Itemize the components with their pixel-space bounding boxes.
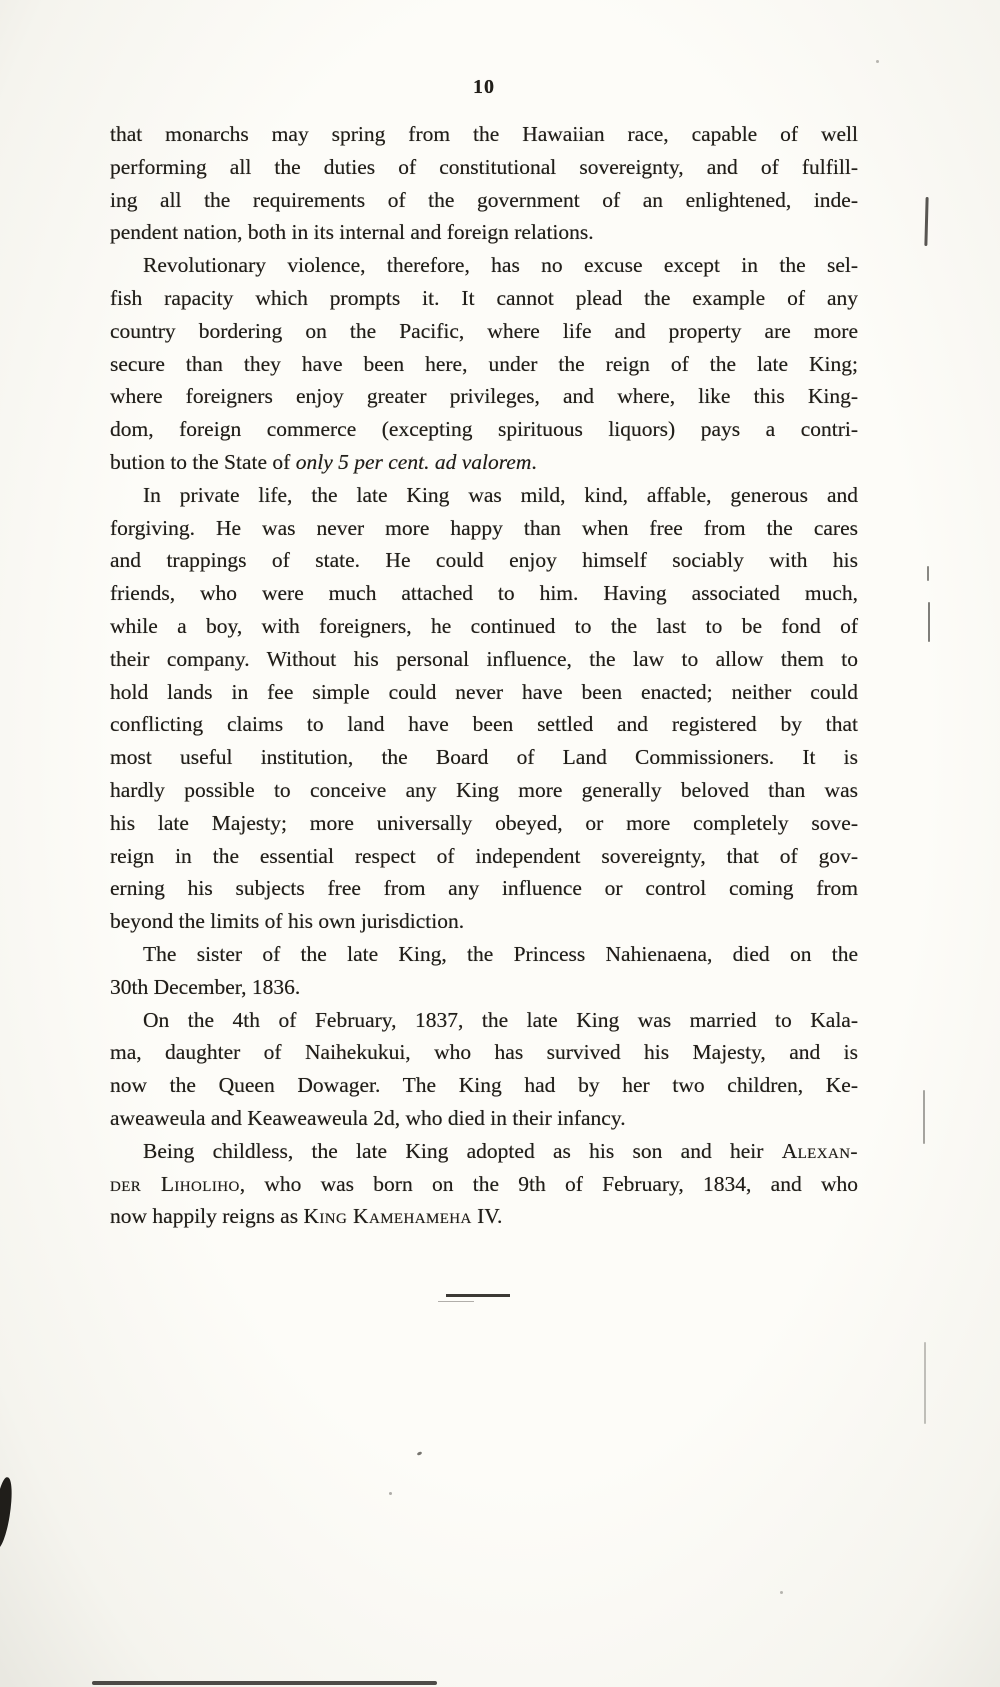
text-segment: IV. (471, 1204, 503, 1229)
text-line (110, 413, 858, 446)
text-segment: hardly possible to conceive any King more generally beloved than was (110, 777, 858, 802)
text-line (110, 577, 858, 610)
text-segment: ing all the requirements of the government of an enlightened, inde- (110, 187, 858, 212)
scan-artifact-speck-3 (876, 60, 879, 63)
text-line (110, 512, 858, 545)
text-segment: that monarchs may spring from the Hawaiian race, capable of well (110, 122, 858, 146)
paragraph (110, 1135, 858, 1233)
text-segment: On the 4th of February, 1837, the late King was married to Kala- (143, 1007, 858, 1032)
scan-artifact-right-mark-5 (924, 1342, 926, 1424)
text-segment: performing all the duties of constitutional sovereignty, and of fulfill- (110, 154, 858, 179)
text-segment: bution to the State of (110, 449, 296, 474)
end-of-section-rule (446, 1294, 510, 1297)
smallcaps-text-segment: King Kamehameha (303, 1204, 472, 1229)
smallcaps-text-segment: Alexan- (781, 1138, 858, 1163)
text-segment: pendent nation, both in its internal and foreign relations. (110, 220, 594, 245)
text-segment: . (531, 449, 537, 474)
text-segment: dom, foreign commerce (excepting spirituous liquors) pays a contri- (110, 417, 858, 442)
text-line (110, 544, 858, 577)
paragraph (110, 938, 858, 1004)
text-line (110, 446, 858, 479)
text-line (110, 315, 858, 348)
text-segment: Revolutionary violence, therefore, has no excuse except in the sel- (143, 253, 858, 278)
text-line (110, 774, 858, 807)
text-line (110, 348, 858, 381)
text-line (110, 1102, 858, 1135)
page-number: 10 (473, 76, 495, 98)
text-line (110, 905, 858, 938)
text-line (110, 708, 858, 741)
paragraph (110, 1004, 858, 1135)
text-segment: reign in the essential respect of independent sovereignty, that of gov- (110, 843, 858, 868)
text-segment: their company. Without his personal influence, the law to allow them to (110, 646, 858, 671)
italic-text-segment: only 5 per cent. ad valorem (295, 449, 532, 474)
text-line (110, 938, 858, 971)
text-line (110, 216, 858, 249)
text-line (110, 872, 858, 905)
text-segment: In private life, the late King was mild, kind, affable, generous and (143, 482, 858, 507)
text-line (110, 610, 858, 643)
text-line (110, 282, 858, 315)
text-line (110, 643, 858, 676)
text-line (110, 1069, 858, 1102)
end-of-section-rule-minor (438, 1301, 474, 1302)
text-segment: erning his subjects free from any influence or control coming from (110, 876, 858, 901)
text-line (110, 807, 858, 840)
paragraph (110, 118, 858, 249)
text-segment: most useful institution, the Board of Land Commissioners. It is (110, 745, 858, 770)
text-line (110, 249, 858, 282)
text-segment: country bordering on the Pacific, where life and property are more (110, 318, 858, 343)
text-block (110, 118, 858, 1233)
paragraph (110, 249, 858, 479)
text-segment: hold lands in fee simple could never have been enacted; neither could (110, 679, 858, 704)
text-segment: forgiving. He was never more happy than when free from the cares (110, 515, 858, 540)
text-segment: now happily reigns as (110, 1204, 304, 1229)
scan-artifact-right-mark-1 (924, 197, 928, 246)
text-line (110, 1004, 858, 1037)
text-line (110, 971, 858, 1004)
text-segment: 30th December, 1836. (110, 974, 301, 999)
text-line (110, 380, 858, 413)
text-segment: his late Majesty; more universally obeyed, or more completely sove- (110, 810, 858, 835)
paragraph (110, 479, 858, 938)
text-segment: Being childless, the late King adopted as his son and heir (143, 1138, 782, 1163)
text-segment: aweaweula and Keaweaweula 2d, who died in their infancy. (110, 1105, 626, 1130)
scan-artifact-speck-1 (417, 1451, 423, 1456)
scan-artifact-speck-2 (389, 1492, 392, 1495)
text-segment: now the Queen Dowager. The King had by her two children, Ke- (110, 1073, 858, 1098)
text-line (110, 840, 858, 873)
text-segment: fish rapacity which prompts it. It cannot plead the example of any (110, 285, 858, 310)
text-line (110, 741, 858, 774)
text-line (110, 151, 858, 184)
text-line (110, 1036, 858, 1069)
text-line (110, 1168, 858, 1201)
text-segment: conflicting claims to land have been settled and registered by that (110, 712, 858, 737)
text-line (110, 1200, 858, 1233)
text-segment: beyond the limits of his own jurisdiction. (110, 909, 465, 934)
scan-artifact-right-mark-2 (927, 566, 929, 581)
text-segment: ma, daughter of Naihekukui, who has survived his Majesty, and is (110, 1040, 858, 1065)
text-segment: friends, who were much attached to him. Having associated much, (110, 581, 858, 606)
text-segment: while a boy, with foreigners, he continued to the last to be fond of (110, 613, 858, 638)
text-line (110, 184, 858, 217)
text-segment: where foreigners enjoy greater privileges, and where, like this King- (110, 384, 858, 409)
scan-artifact-bottom-edge-line (92, 1681, 437, 1685)
text-segment: secure than they have been here, under the reign of the late King; (110, 351, 858, 376)
scan-artifact-speck-4 (780, 1591, 783, 1594)
scan-artifact-bottom-left-blotch (0, 1476, 16, 1549)
text-segment: The sister of the late King, the Princess Nahienaena, died on the (143, 941, 858, 966)
smallcaps-text-segment: der Liholiho (110, 1171, 240, 1196)
text-segment: , who was born on the 9th of February, 1834, and who (239, 1171, 858, 1196)
scan-artifact-right-mark-4 (923, 1090, 925, 1144)
text-segment: and trappings of state. He could enjoy himself sociably with his (110, 548, 858, 573)
scan-artifact-right-mark-3 (928, 602, 930, 642)
text-line (110, 118, 858, 151)
text-line (110, 676, 858, 709)
text-line (110, 1135, 858, 1168)
text-line (110, 479, 858, 512)
